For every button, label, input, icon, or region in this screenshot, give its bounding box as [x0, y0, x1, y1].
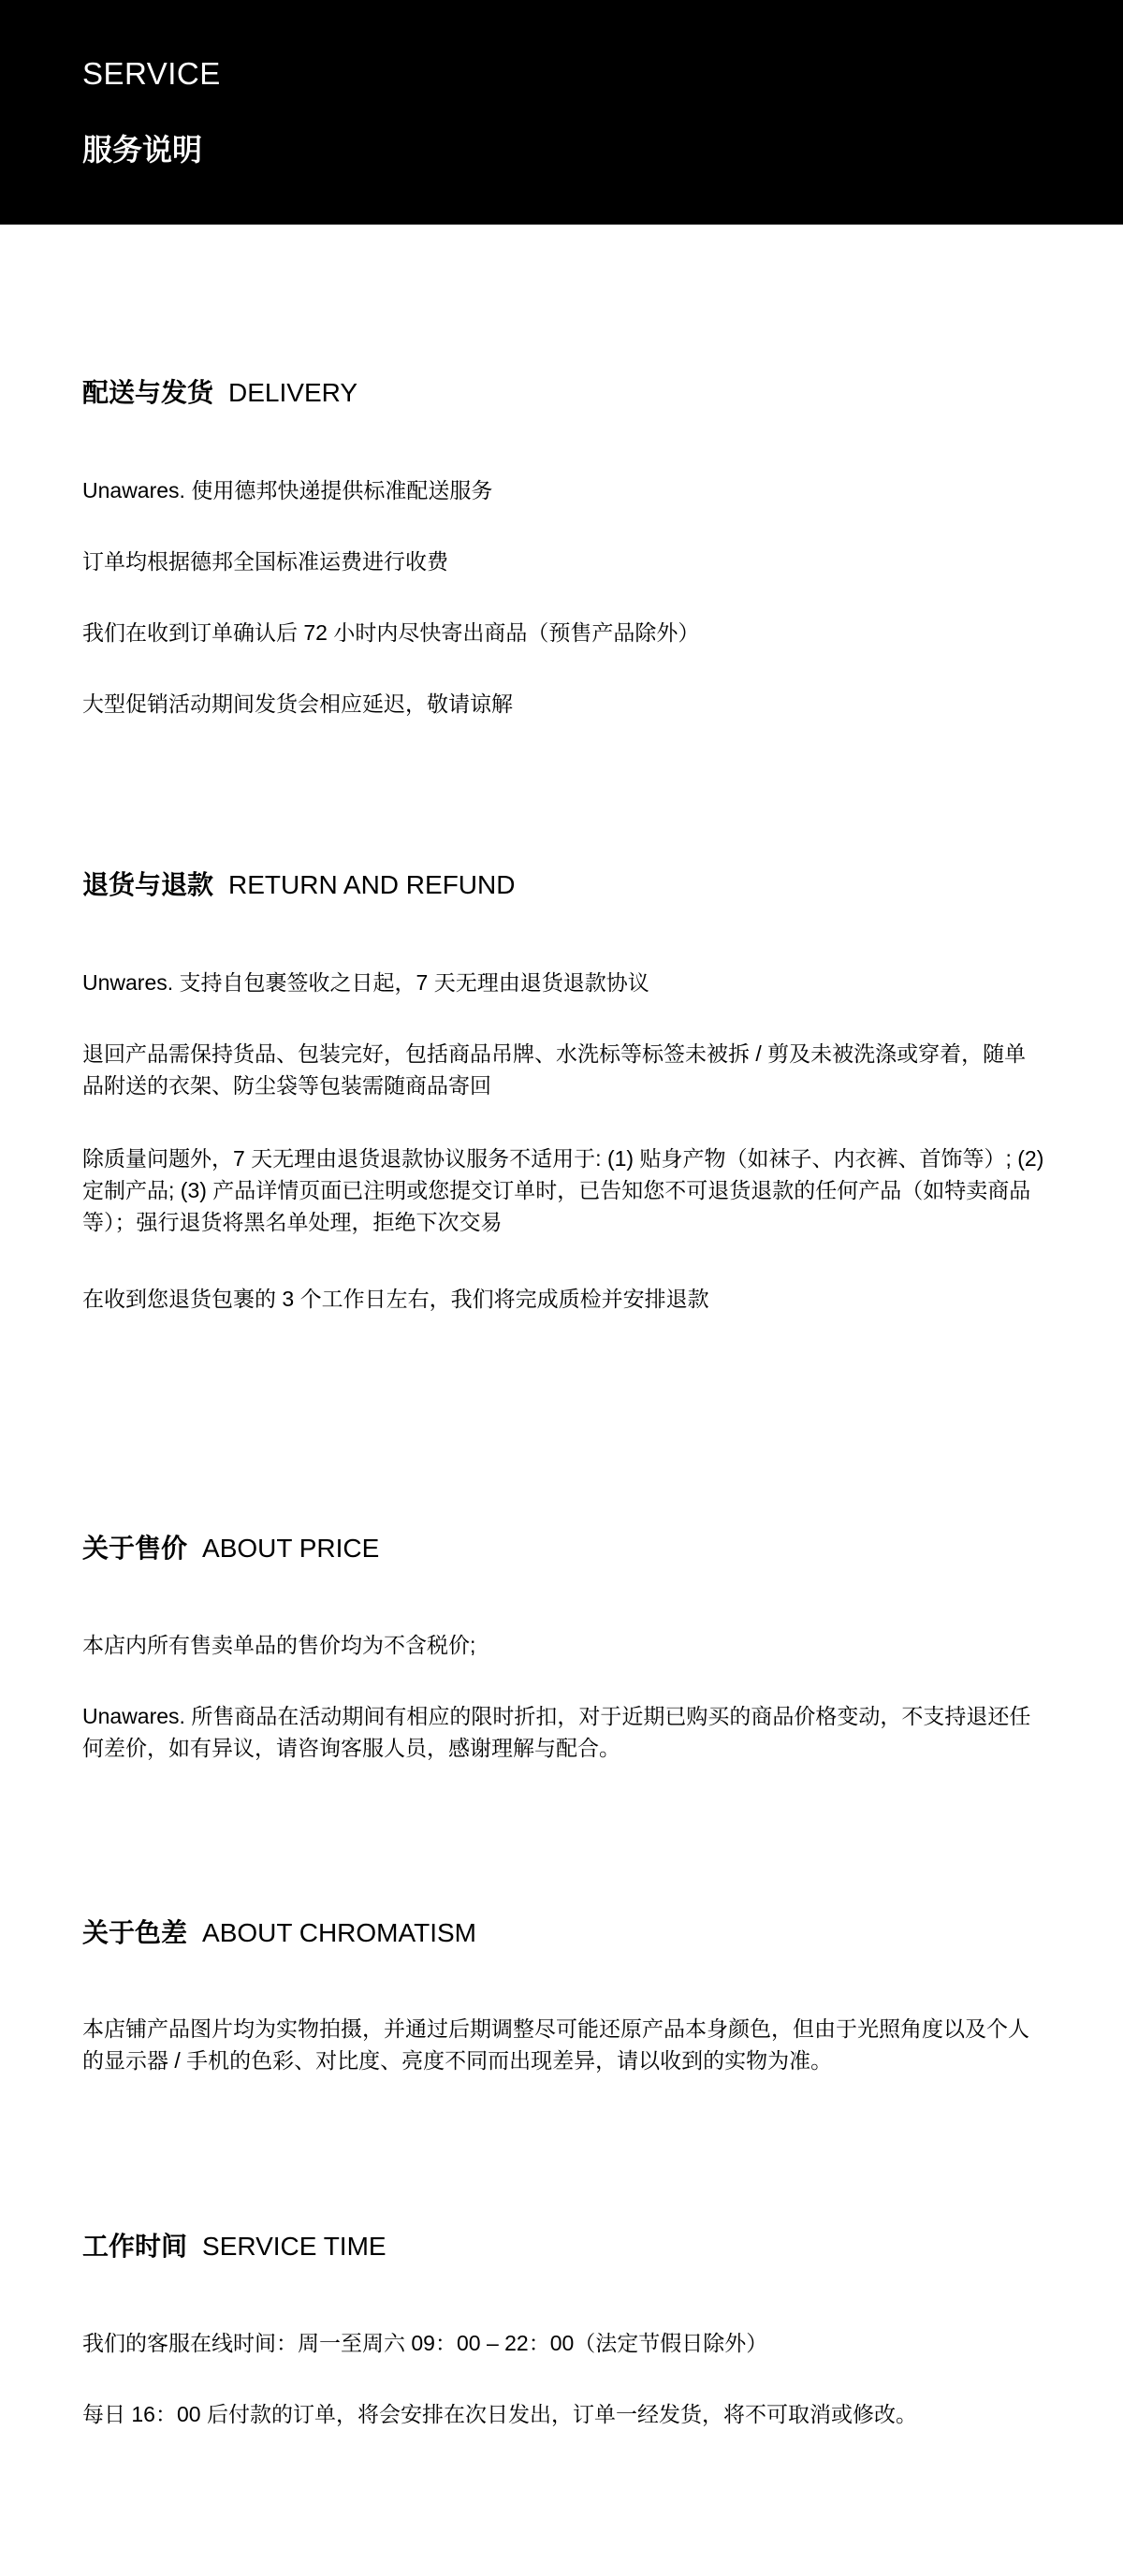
delivery-paragraph: 订单均根据德邦全国标准运费进行收费 — [82, 549, 448, 574]
section-title-cn: 工作时间 — [82, 2232, 188, 2261]
service-time-paragraph: 每日 16：00 后付款的订单，将会安排在次日发出，订单一经发货，将不可取消或修改。 — [82, 2402, 917, 2426]
section-title-cn: 配送与发货 — [82, 378, 214, 407]
section-title-cn: 关于色差 — [82, 1918, 188, 1947]
section-title-en: ABOUT PRICE — [202, 1534, 380, 1563]
delivery-paragraph: 大型促销活动期间发货会相应延迟，敬请谅解 — [82, 691, 513, 716]
price-paragraph: 本店内所有售卖单品的售价均为不含税价; — [82, 1633, 476, 1657]
chromatism-paragraph: 本店铺产品图片均为实物拍摄，并通过后期调整尽可能还原产品本身颜色，但由于光照角度以及个人的显示器 / 手机的色彩、对比度、亮度不同而出现差异，请以收到的实物为准。 — [82, 2016, 1029, 2073]
return-paragraph: 在收到您退货包裹的 3 个工作日左右，我们将完成质检并安排退款 — [82, 1287, 709, 1311]
section-heading-about-chromatism — [82, 1913, 476, 1950]
header-subtitle: 服务说明 — [82, 133, 203, 167]
delivery-paragraph: Unawares. 使用德邦快递提供标准配送服务 — [82, 478, 493, 502]
section-heading-about-price — [82, 1528, 379, 1565]
section-title-en: ABOUT CHROMATISM — [202, 1918, 476, 1947]
section-heading-service-time — [82, 2226, 386, 2263]
delivery-paragraph: 我们在收到订单确认后 72 小时内尽快寄出商品（预售产品除外） — [82, 620, 700, 645]
section-heading-delivery — [82, 372, 357, 410]
service-time-paragraph: 我们的客服在线时间：周一至周六 09：00 – 22：00（法定节假日除外） — [82, 2331, 768, 2355]
section-title-cn: 关于售价 — [82, 1534, 188, 1563]
price-paragraph: Unawares. 所售商品在活动期间有相应的限时折扣，对于近期已购买的商品价格变动，不支持退还任何差价，如有异议，请咨询客服人员，感谢理解与配合。 — [82, 1704, 1031, 1760]
section-title-en: DELIVERY — [228, 378, 358, 407]
return-paragraph: Unwares. 支持自包裹签收之日起，7 天无理由退货退款协议 — [82, 970, 649, 995]
return-paragraph: 退回产品需保持货品、包装完好，包括商品吊牌、水洗标等标签未被拆 / 剪及未被洗涤或穿着，随单品附送的衣架、防尘袋等包装需随商品寄回 — [82, 1041, 1027, 1098]
section-heading-return-refund — [82, 865, 515, 902]
header-title: SERVICE — [82, 56, 221, 91]
page-header — [0, 0, 1123, 225]
section-title-en: SERVICE TIME — [202, 2232, 386, 2261]
section-title-en: RETURN AND REFUND — [228, 870, 516, 899]
return-paragraph: 除质量问题外，7 天无理由退货退款协议服务不适用于: (1) 贴身产物（如袜子、内衣裤、首饰等）; (2) 定制产品; (3) 产品详情页面已注明或您提交订单时，已告知您不可退货退款的任何产品（如特卖商品等）；强行退货将黑名单处理，拒绝下次交易 — [82, 1146, 1044, 1234]
section-title-cn: 退货与退款 — [82, 870, 214, 899]
